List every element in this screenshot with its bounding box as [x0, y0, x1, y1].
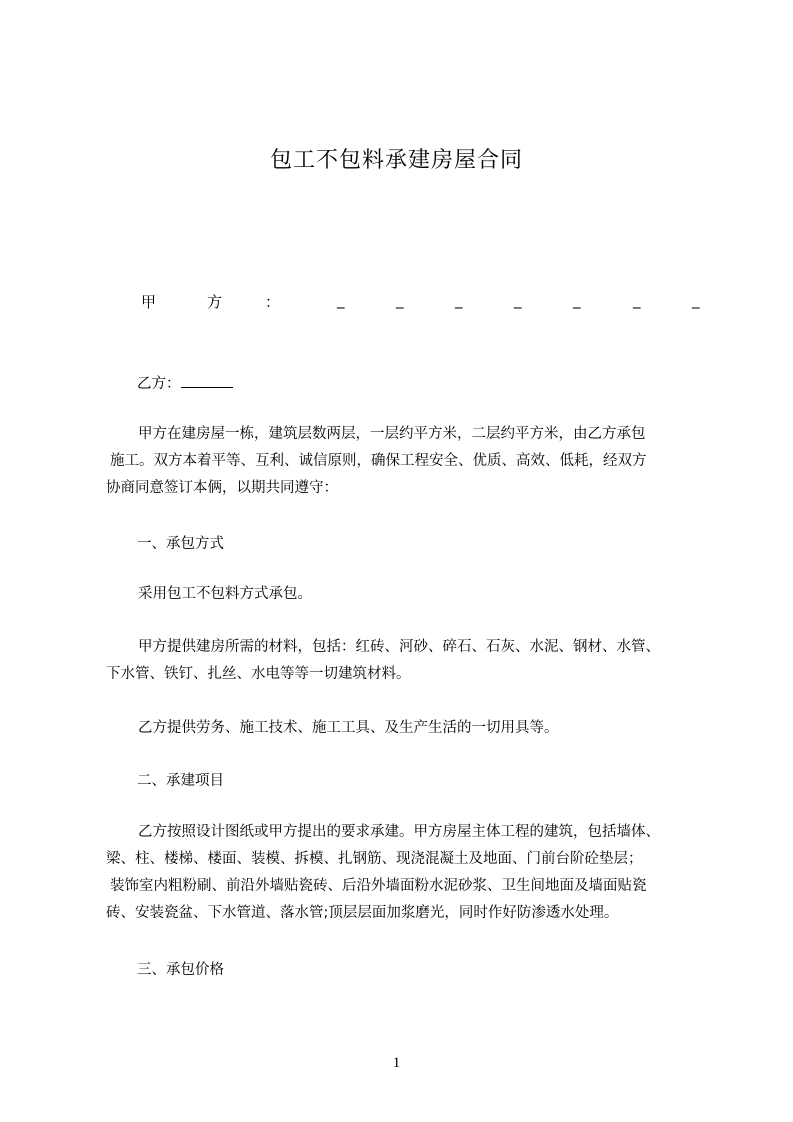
section-1-paragraph-1 [106, 581, 706, 608]
contract-title: 包工不包料承建房屋合同 [269, 148, 523, 173]
section-3-heading: 三、承包价格 [137, 962, 224, 978]
party-a-blank-4: _ [514, 291, 522, 309]
section-2-p1-line-1: 乙方按照设计图纸或甲方提出的要求承建。甲方房屋主体工程的建筑，包括墙体、 [138, 824, 660, 840]
section-1-heading: 一、承包方式 [137, 536, 224, 552]
party-a-blank-1: _ [337, 291, 345, 309]
section-2-p1-line-3: 装饰室内粗粉刷、前沿外墙贴瓷砖、后沿外墙面粉水泥砂浆、卫生间地面及墙面贴瓷 [110, 878, 647, 894]
intro-paragraph [106, 421, 706, 502]
party-a-blank-5: _ [573, 291, 581, 309]
intro-line-1: 甲方在建房屋一栋，建筑层数两层，一层约平方米，二层约平方米，由乙方承包 [138, 426, 646, 442]
section-1-p2-line-1: 甲方提供建房所需的材料，包括：红砖、河砂、碎石、石灰、水泥、钢材、水管、 [138, 639, 660, 655]
section-2-p1-line-4: 砖、安装瓷盆、下水管道、落水管;顶层层面加浆磨光，同时作好防渗透水处理。 [106, 905, 619, 921]
party-a-char-2: 方 [207, 293, 223, 311]
party-a-blank-7: _ [692, 291, 700, 309]
section-1-p3-line: 乙方提供劳务、施工技术、施工工具、及生产生活的一切用具等。 [138, 720, 559, 736]
party-a-char-1: 甲 [141, 293, 157, 311]
section-1-p1-line: 采用包工不包料方式承包。 [138, 586, 312, 602]
party-b-blank [181, 374, 233, 388]
party-a-blank-6: _ [633, 291, 641, 309]
intro-line-3: 协商同意签订本俩，以期共同遵守： [106, 480, 338, 496]
party-a-colon: ： [265, 293, 281, 311]
section-1-paragraph-3 [106, 715, 706, 742]
section-2-heading: 二、承建项目 [137, 773, 224, 789]
party-a-blank-2: _ [396, 291, 404, 309]
section-1-paragraph-2 [106, 634, 706, 688]
section-2-p1-line-2: 梁、柱、楼梯、楼面、装模、拆模、扎钢筋、现浇混凝土及地面、门前台阶砼垫层； [106, 851, 643, 867]
intro-line-2: 施工。双方本着平等、互利、诚信原则，确保工程安全、优质、高效、低耗，经双方 [110, 453, 647, 469]
page-number: 1 [392, 1055, 401, 1071]
party-b-line [137, 372, 233, 393]
section-1-p2-line-2: 下水管、铁钉、扎丝、水电等等一切建筑材料。 [106, 666, 411, 682]
party-b-label: 乙方： [137, 376, 181, 392]
section-2-paragraph-1 [106, 819, 706, 927]
party-a-blank-3: _ [455, 291, 463, 309]
